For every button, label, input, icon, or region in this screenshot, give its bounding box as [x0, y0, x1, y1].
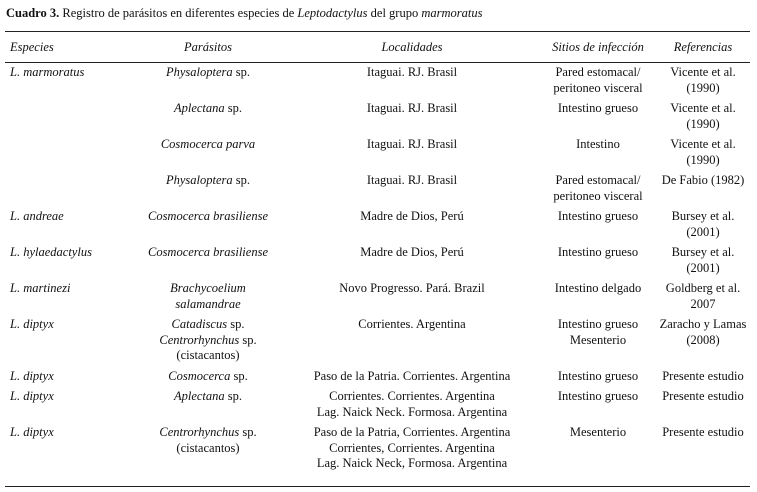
sitio-line: Intestino grueso	[557, 389, 639, 403]
parasito-suffix: sp.	[239, 332, 257, 347]
referencia-line: (1990)	[686, 152, 720, 167]
parasito-suffix: (cistacantos)	[176, 440, 240, 455]
table-caption	[6, 6, 482, 21]
cell-especie: L. diptyx	[10, 425, 54, 439]
cell-localidad	[284, 281, 540, 317]
cell-sitio	[540, 137, 656, 173]
parasito-name: salamandrae	[175, 296, 241, 311]
referencia-line: Vicente et al.	[670, 65, 736, 79]
parasito-name: Cosmocerca brasiliense	[147, 245, 268, 259]
parasito-line	[132, 441, 284, 457]
cell-localidad	[284, 173, 540, 209]
parasito-suffix: (cistacantos)	[176, 348, 240, 362]
referencia-line: (2001)	[686, 224, 720, 239]
referencia-line: (1990)	[686, 116, 720, 131]
localidad-line: Corrientes. Argentina	[358, 317, 466, 331]
parasito-line	[132, 281, 284, 297]
sitio-line: peritoneo visceral	[553, 80, 643, 95]
table-row	[6, 173, 750, 209]
sitio-line: Intestino grueso	[557, 317, 639, 331]
table-row	[6, 61, 750, 101]
cell-localidad	[284, 369, 540, 390]
sitio-line: Mesenterio	[569, 425, 627, 439]
sitio-line: Intestino	[576, 137, 620, 151]
table-row	[6, 137, 750, 173]
sitio-line: peritoneo visceral	[553, 188, 643, 203]
table-row	[6, 317, 750, 369]
referencia-line: Presente estudio	[662, 368, 744, 383]
cell-referencia	[656, 245, 750, 281]
parasito-line	[132, 101, 284, 117]
parasito-name: Aplectana	[173, 101, 225, 115]
table-row	[6, 369, 750, 390]
cell-sitio	[540, 61, 656, 101]
localidad-line: Corrientes. Corrientes. Argentina	[329, 389, 495, 403]
cell-referencia	[656, 281, 750, 317]
cell-sitio	[540, 425, 656, 477]
referencia-line: De Fabio (1982)	[661, 173, 745, 187]
parasito-line	[132, 173, 284, 189]
parasito-name: Aplectana	[173, 389, 225, 403]
cell-parasito	[132, 425, 284, 477]
cell-localidad	[284, 61, 540, 101]
table-row	[6, 209, 750, 245]
localidad-line: Itaguai. RJ. Brasil	[366, 101, 458, 115]
table-row	[6, 389, 750, 425]
cell-referencia	[656, 317, 750, 369]
sitio-line: Pared estomacal/	[555, 65, 641, 79]
parasito-name: Cosmocerca parva	[160, 137, 256, 151]
bottom-rule	[5, 486, 750, 487]
referencia-line: (2001)	[686, 260, 720, 275]
caption-group: marmoratus	[421, 6, 483, 20]
caption-text-2: del grupo	[367, 6, 422, 20]
localidad-line: Corrientes, Corrientes. Argentina	[329, 440, 495, 455]
parasito-line	[132, 245, 284, 261]
sitio-line: Intestino grueso	[557, 368, 639, 383]
parasito-line	[132, 209, 284, 225]
parasito-suffix: sp.	[227, 317, 245, 331]
referencia-line: 2007	[690, 296, 716, 311]
table-row	[6, 245, 750, 281]
parasito-line	[132, 137, 284, 153]
sitio-line: Intestino delgado	[554, 281, 642, 295]
caption-label: Cuadro 3.	[6, 6, 60, 20]
referencia-line: Presente estudio	[662, 389, 744, 403]
parasite-table	[6, 40, 750, 477]
cell-sitio	[540, 173, 656, 209]
localidad-line: Paso de la Patria, Corrientes. Argentina	[313, 425, 511, 439]
cell-parasito	[132, 317, 284, 369]
sitio-line: Intestino grueso	[557, 209, 639, 223]
parasito-line	[132, 389, 284, 405]
parasito-name: Brachycoelium	[170, 281, 246, 295]
cell-sitio	[540, 245, 656, 281]
caption-genus: Leptodactylus	[297, 6, 368, 20]
parasito-line	[132, 65, 284, 81]
cell-especie: L. martinezi	[10, 281, 71, 295]
parasito-name: Physaloptera	[165, 65, 233, 79]
parasito-line	[132, 348, 284, 364]
parasito-line	[132, 317, 284, 333]
cell-localidad	[284, 209, 540, 245]
parasito-name: Cosmocerca brasiliense	[147, 209, 268, 223]
parasito-name: Catadiscus	[171, 317, 228, 331]
cell-parasito	[132, 61, 284, 101]
cell-parasito	[132, 369, 284, 390]
caption-text-1: Registro de parásitos en diferentes especies de	[59, 6, 298, 20]
cell-especie: L. diptyx	[10, 389, 54, 403]
cell-referencia	[656, 369, 750, 390]
localidad-line: Itaguai. RJ. Brasil	[366, 65, 458, 79]
cell-especie	[6, 101, 132, 137]
parasito-name: Centrorhynchus	[159, 425, 240, 439]
cell-localidad	[284, 425, 540, 477]
cell-parasito	[132, 389, 284, 425]
cell-sitio	[540, 101, 656, 137]
parasito-suffix: sp.	[230, 368, 248, 383]
localidad-line: Madre de Dios, Perú	[360, 245, 464, 259]
cell-parasito	[132, 209, 284, 245]
referencia-line: Bursey et al.	[671, 209, 735, 223]
localidad-line: Paso de la Patria. Corrientes. Argentina	[313, 368, 511, 383]
cell-referencia	[656, 101, 750, 137]
parasito-suffix: sp.	[239, 425, 257, 439]
cell-sitio	[540, 209, 656, 245]
cell-especie: L. diptyx	[10, 368, 54, 383]
cell-localidad	[284, 317, 540, 369]
cell-parasito	[132, 101, 284, 137]
referencia-line: (2008)	[686, 332, 720, 347]
parasito-line	[132, 369, 284, 385]
referencia-line: Goldberg et al.	[665, 281, 741, 295]
cell-parasito	[132, 281, 284, 317]
cell-localidad	[284, 101, 540, 137]
parasito-line	[132, 297, 284, 313]
cell-sitio	[540, 369, 656, 390]
cell-especie	[6, 137, 132, 173]
localidad-line: Madre de Dios, Perú	[360, 209, 464, 223]
header-parasitos: Parásitos	[184, 40, 232, 54]
cell-referencia	[656, 61, 750, 101]
cell-parasito	[132, 137, 284, 173]
referencia-line: Bursey et al.	[671, 245, 735, 259]
parasito-name: Centrorhynchus	[159, 332, 240, 347]
cell-referencia	[656, 173, 750, 209]
referencia-line: Presente estudio	[662, 425, 744, 439]
cell-especie: L. hylaedactylus	[10, 245, 92, 259]
parasito-suffix: sp.	[224, 389, 243, 403]
cell-localidad	[284, 245, 540, 281]
top-rule	[5, 31, 750, 32]
cell-especie: L. diptyx	[10, 317, 54, 331]
cell-sitio	[540, 281, 656, 317]
localidad-line: Lag. Naick Neck, Formosa. Argentina	[316, 456, 508, 470]
cell-referencia	[656, 137, 750, 173]
sitio-line: Intestino grueso	[557, 245, 639, 259]
parasito-line	[132, 333, 284, 349]
cell-localidad	[284, 389, 540, 425]
cell-referencia	[656, 209, 750, 245]
sitio-line: Intestino grueso	[557, 101, 639, 115]
referencia-line: Zaracho y Lamas	[659, 317, 747, 331]
referencia-line: (1990)	[686, 80, 720, 95]
header-especies: Especies	[10, 40, 54, 54]
cell-especie: L. marmoratus	[10, 65, 85, 79]
table-row	[6, 101, 750, 137]
cell-referencia	[656, 425, 750, 477]
localidad-line: Itaguai. RJ. Brasil	[366, 173, 458, 187]
cell-sitio	[540, 389, 656, 425]
referencia-line: Vicente et al.	[670, 101, 736, 115]
parasito-suffix: sp.	[232, 65, 251, 79]
parasito-name: Cosmocerca	[168, 368, 231, 383]
sitio-line: Mesenterio	[569, 332, 627, 347]
header-localidades: Localidades	[381, 40, 443, 54]
cell-localidad	[284, 137, 540, 173]
parasito-suffix: sp.	[224, 101, 243, 115]
cell-parasito	[132, 245, 284, 281]
localidad-line: Novo Progresso. Pará. Brazil	[339, 281, 485, 295]
table-body	[6, 61, 750, 477]
sitio-line: Pared estomacal/	[555, 173, 641, 187]
table-row	[6, 425, 750, 477]
localidad-line: Itaguai. RJ. Brasil	[366, 137, 458, 151]
header-sitios: Sitios de infección	[552, 40, 644, 54]
cell-parasito	[132, 173, 284, 209]
parasito-line	[132, 425, 284, 441]
parasito-suffix: sp.	[232, 173, 251, 187]
cell-especie: L. andreae	[10, 209, 64, 223]
header-row	[6, 40, 750, 61]
table-row	[6, 281, 750, 317]
header-referencias: Referencias	[673, 40, 733, 54]
localidad-line: Lag. Naick Neck. Formosa. Argentina	[316, 404, 508, 419]
cell-referencia	[656, 389, 750, 425]
cell-sitio	[540, 317, 656, 369]
referencia-line: Vicente et al.	[670, 137, 736, 151]
parasito-name: Physaloptera	[165, 173, 233, 187]
cell-especie	[6, 173, 132, 209]
